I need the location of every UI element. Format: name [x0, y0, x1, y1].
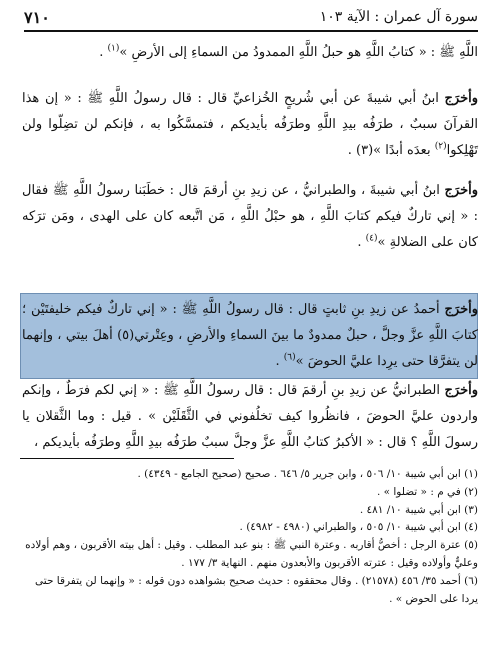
paragraph-text: ابنُ أبي شيبةَ ، والطبرانيُّ ، عن زيدِ بنِ أرقمَ قال : خطَبَنا رسولُ اللَّهِ ﷺ فقال : « إني تاركٌ فيكم كتابَ اللَّهِ ، هو حبْلُ اللَّهِ ، مَن اتَّبعه كان على الهدى ، ومَن ترَكه كان على الضلالةِ » — [22, 183, 478, 250]
paragraph-tail: . — [357, 235, 366, 250]
paragraph-2 — [22, 86, 478, 164]
paragraph-4-highlighted — [22, 297, 478, 375]
footnote-divider — [20, 458, 234, 459]
paragraph-lead: وأخرَج — [444, 302, 478, 317]
paragraph-text: ابنُ أبي شيبةَ عن أبي شُريحٍ الخُزاعيِّ قال : قال رسولُ اللَّهِ ﷺ : « إن هذا القرآنَ سببٌ ، طرَفُه بيدِ اللَّهِ وطرَفُه بأيديكم ، فتمسَّكُوا به ، فإنكم لن تضِلّوا ولن تَهْلِكوا — [22, 91, 478, 158]
footnote-ref[interactable]: (٤) — [365, 233, 378, 244]
paragraph-tail: . — [275, 354, 284, 369]
paragraph-tail: بعدَه أبدًا »(٣) . — [347, 143, 435, 158]
paragraph-text: اللَّهِ ﷺ : « كتابُ اللَّهِ هو حبلُ اللَّهِ الممدودُ من السماءِ إلى الأرضِ » — [119, 45, 478, 60]
footnote-3: (٣) ابن أبي شيبة ١٠/ ٤٨١ . — [359, 503, 478, 516]
running-title: سورة آل عمران : الآية ١٠٣ — [319, 9, 478, 25]
footnote-4: (٤) ابن أبي شيبة ١٠/ ٥٠٥ ، والطبراني (٤٩٨٠ - ٤٩٨٢) . — [239, 521, 478, 534]
paragraph-1 — [22, 40, 478, 66]
footnote-ref[interactable]: (٦) — [283, 352, 296, 363]
paragraph-text: الطبرانيُّ عن زيدِ بنِ أرقمَ قال : قال رسولُ اللَّهِ ﷺ : « إني لكم فرَطٌ ، وإنكم واردون عليَّ الحوضَ ، فانظُروا كيف تخلُفوني في الثَّقَلَيْن » . قيل : وما الثَّقلان يا رسولَ اللَّهِ ؟ قال : « الأكبرُ كتابُ اللَّهِ عزَّ وجلَّ سببٌ طرَفُه بيدِ اللَّهِ وطرَفُه بأيديكم ، — [22, 383, 478, 450]
paragraph-3 — [22, 178, 478, 256]
footnotes — [22, 466, 478, 608]
footnote-5: (٥) عترة الرجل : أخصُّ أقاربه . وعترة النبي ﷺ : بنو عبد المطلب . وقيل : أهل بيته الأقربون ، وهم أولاده وعليٌّ وأولاده وقيل : عترته الأقربون والأبعدون منهم . النهاية ٣/ ١٧٧ . — [25, 539, 478, 569]
footnote-ref[interactable]: (٢) — [434, 141, 447, 152]
page-header — [24, 4, 478, 32]
footnote-2: (٢) في م : « تضلوا » . — [376, 485, 478, 498]
paragraph-5 — [22, 378, 478, 456]
footnote-ref[interactable]: (١) — [107, 43, 120, 54]
paragraph-text: أحمدُ عن زيدِ بنِ ثابتٍ قال : قال رسولُ اللَّهِ ﷺ : « إني تاركٌ فيكم خليفتَيْن ؛ كتابَ اللَّهِ عزَّ وجلَّ ، حبلٌ ممدودٌ ما بينَ السماءِ والأرضِ ، وعِتْرتي(٥) أهلَ بيتي ، وإنهما لن يتفرَّقا حتى يرِدا عليَّ الحوضَ » — [22, 302, 478, 369]
footnote-1: (١) ابن أبي شيبة ١٠/ ٥٠٦ ، وابن جرير ٥/ ٦٤٦ . صحيح (صحيح الجامع - ٤٣٤٩) . — [137, 468, 478, 480]
footnote-6: (٦) أحمد ٣٥/ ٤٥٦ (٢١٥٧٨) . وقال محققوه : حديث صحيح بشواهده دون قوله : « وإنهما لن يتفرقا حتى يردا على الحوض » . — [35, 574, 478, 605]
paragraph-lead: وأخرَج — [444, 183, 478, 198]
paragraph-lead: وأخرَج — [444, 91, 478, 106]
page-number: ٧١٠ — [24, 7, 50, 27]
paragraph-lead: وأخرَج — [444, 383, 478, 398]
paragraph-tail: . — [99, 45, 108, 60]
